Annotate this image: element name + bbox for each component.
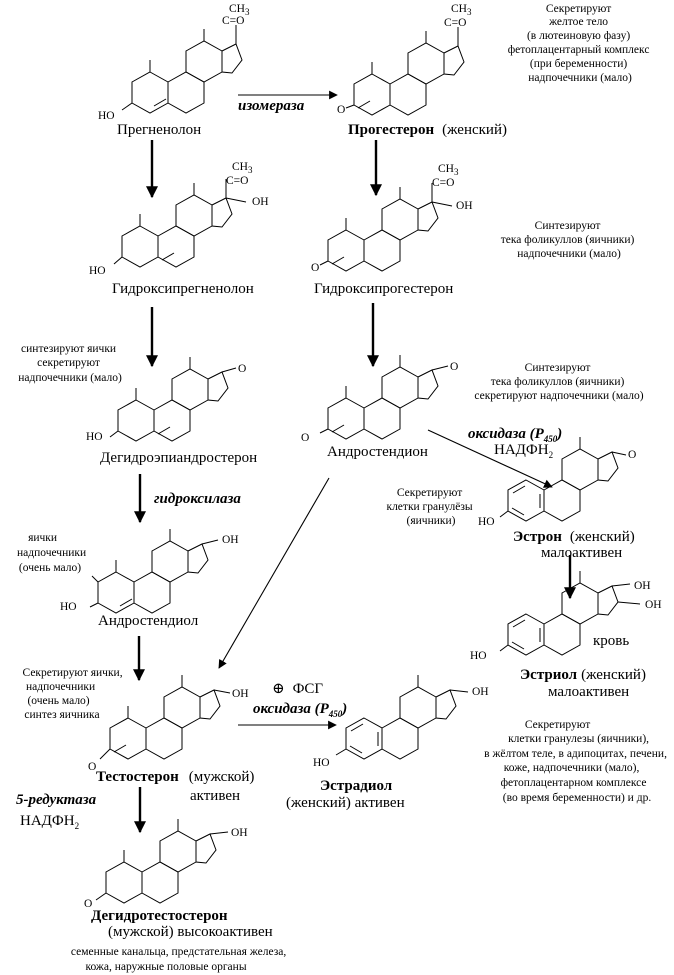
hydroxyl-group: HO [470,650,487,662]
molecule-testosterone [88,675,254,804]
keto-group: O [238,363,247,375]
hydroxyl-group: OH [472,686,489,698]
molecule-name: Гидроксипрегненолон [112,281,254,297]
hydroxyl-group: OH [231,827,248,839]
carbonyl-group: C=O [432,177,455,189]
molecule-name: Эстрадиол [320,778,393,794]
enzyme-hydroxylase: гидроксилаза [154,491,241,507]
hydroxyl-group: OH [222,534,239,546]
molecule-name: Прогестерон (женский) [348,122,507,138]
enzyme-isomerase: изомераза [238,98,305,114]
activity-label: малоактивен [548,684,630,700]
steroid-skeleton [132,41,242,113]
activity-label: активен [190,788,241,804]
keto-group: O [84,898,93,910]
keto-group: O [311,262,320,274]
svg-text:оксидаза (P450): оксидаза $(P_{450})$ [253,701,348,719]
steroid-skeleton [118,369,228,441]
carbonyl-group: C=O [222,15,245,27]
hydroxyl-group: HO [98,110,115,122]
ch3-group: $CH_3$ [451,3,472,17]
molecule-name: Тестостерон (мужской) [96,769,255,785]
svg-text:оксидаза (P450): оксидаза $(P_{450})$ [468,426,563,444]
activity-label: (мужской) высокоактивен [108,924,273,940]
molecule-androstenediol [60,529,239,629]
steroid-skeleton [328,199,438,271]
molecule-name: Прегненолон [117,122,202,138]
steroid-skeleton [122,195,232,267]
keto-group: O [88,761,97,773]
activity-label: (женский) активен [286,795,405,811]
molecule-hydroxyprogesterone [311,163,473,297]
enzyme-5-reductase [16,792,97,831]
note-testosterone-sources: Секретируют яички, надпочечники (очень мало) синтез яичника [22,667,123,721]
hydroxyl-group: HO [60,601,77,613]
hydroxyl-group: HO [478,516,495,528]
steroid-skeleton [354,43,464,115]
activity-label: малоактивен [541,545,623,561]
molecule-dht [84,819,273,940]
keto-group: O [450,361,459,373]
note-hydroxyprogesterone-sources: Синтезируют тека фоликуллов (яичники) надпочечники (мало) [500,220,635,260]
ch3-group: $CH_3$ [438,163,459,177]
molecule-name: Эстриол (женский) [520,667,646,683]
ch3-group: $CH_3$ [232,161,253,175]
keto-group: O [628,449,637,461]
carbonyl-group: C=O [444,17,467,29]
hydroxyl-group: OH [634,580,651,592]
note-androstenedione-sources: Синтезируют тека фоликуллов (яичники) секретируют надпочечники (мало) [474,362,644,402]
carbonyl-group: C=O [226,175,249,187]
molecule-name: Эстрон (женский) [513,529,635,545]
molecule-progesterone [337,3,507,138]
molecule-name: Андростендиол [98,613,199,629]
molecule-name: Гидроксипрогестерон [314,281,454,297]
molecule-pregnenolone [98,3,250,138]
molecule-hydroxypregnenolone [89,161,269,297]
steroid-skeleton [346,687,456,759]
ch3-group: $CH_3$ [229,3,250,17]
molecule-androstenedione [301,355,458,460]
hydroxyl-group: HO [86,431,103,443]
steroid-skeleton [106,831,216,903]
molecule-name: Андростендион [327,444,428,460]
steroid-skeleton [328,367,438,439]
note-dht-targets: семенные канальца, предстательная железа, кожа, наружные половые органы [70,946,287,973]
hydroxyl-group: OH [232,688,249,700]
keto-group: O [301,432,310,444]
location-label: кровь [593,633,630,649]
steroid-skeleton [508,449,618,521]
note-progesterone-sources: Секретируют желтое тело (в лютеиновую фазу) фетоплацентарный комплекс (при беременности) надпочечники (мало) [507,3,650,84]
molecule-name: Дегидротестостерон [91,908,228,924]
hydroxyl-group: HO [89,265,106,277]
enzyme-oxidase-bottom [253,681,347,719]
molecule-estriol [470,571,662,700]
note-dhea-sources: синтезируют яички секретируют надпочечники (мало) [18,343,122,384]
note-estradiol-sources: Секретируют клетки гранулезы (яичники), в жёлтом теле, в адипоцитах, печени, коже, надпочечники (мало), фетоплацентарном комплексе (во время беременности) и др. [484,719,667,804]
hydroxyl-group: HO [313,757,330,769]
steroid-skeleton [98,541,208,613]
hydroxyl-group: OH [456,200,473,212]
svg-text:⊕ФСГ: ⊕ ФСГ [272,681,324,697]
steroid-skeleton [110,687,220,759]
hydroxyl-group: OH [252,196,269,208]
hydroxyl-group: OH [645,599,662,611]
note-estrone-sources: Секретируют клетки гранулёзы (яичники) [386,487,473,527]
note-androstenediol-sources: яички надпочечники (очень мало) [16,532,87,574]
molecule-name: Дегидроэпиандростерон [100,450,258,466]
svg-text:НАДФН2: $НАДФН_2$ [494,442,554,460]
keto-group: O [337,104,346,116]
svg-text:5-редуктаза: 5-редуктаза [16,792,97,808]
svg-text:НАДФН2: $НАДФН_2$ [20,813,80,831]
